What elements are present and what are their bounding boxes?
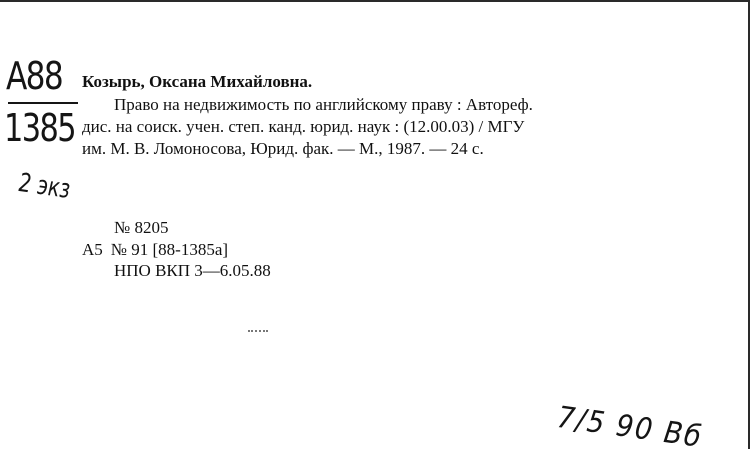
title-line-1: Право на недвижимость по английскому праву : Автореф. bbox=[114, 95, 533, 114]
shelf-mark-divider bbox=[8, 102, 78, 104]
shelf-mark-top: A88 bbox=[6, 54, 63, 98]
dotted-mark bbox=[248, 330, 268, 334]
format-label: А5 bbox=[82, 240, 103, 259]
title-line-2: дис. на соиск. учен. степ. канд. юрид. наук : (12.00.03) / МГУ bbox=[82, 117, 525, 136]
publisher-line: НПО ВКП 3—6.05.88 bbox=[114, 261, 271, 280]
bottom-handwritten-note: 7/5 90 Вб bbox=[555, 400, 705, 455]
shelf-mark-bottom: 1385 bbox=[4, 106, 75, 150]
title-line-3: им. М. В. Ломоносова, Юрид. фак. — М., 1987. — 24 с. bbox=[82, 139, 484, 158]
record-code-line bbox=[82, 240, 228, 260]
record-code: № 91 [88-1385а] bbox=[110, 240, 229, 259]
author-name: Козырь, Оксана Михайловна. bbox=[82, 72, 313, 91]
copies-note: 2 экз bbox=[17, 168, 72, 206]
card-top-edge bbox=[0, 0, 750, 2]
record-number: № 8205 bbox=[114, 218, 169, 237]
